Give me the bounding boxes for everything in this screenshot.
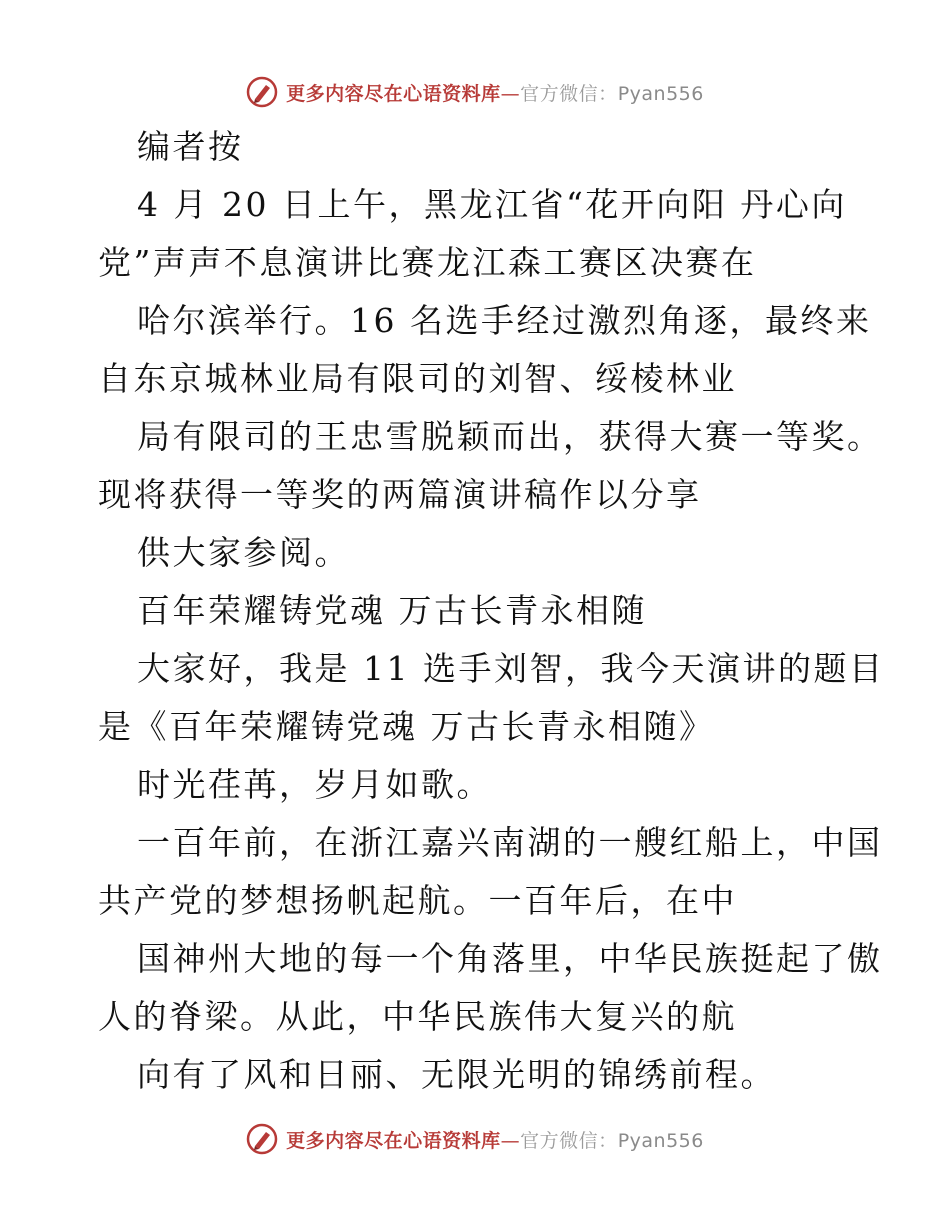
paragraph-line: 供大家参阅。 (137, 533, 350, 572)
paragraph-line: 局有限司的王忠雪脱颖而出，获得大赛一等奖。 (137, 417, 883, 456)
paragraph-line: 自东京城林业局有限司的刘智、绥棱林业 (98, 359, 737, 398)
watermark-dash: — (500, 1129, 521, 1152)
speech-title: 百年荣耀铸党魂 万古长青永相随 (137, 591, 647, 630)
paragraph-line: 4 月 20 日上午，黑龙江省“花开向阳 丹心向 (137, 185, 847, 224)
paragraph-line: 向有了风和日丽、无限光明的锦绣前程。 (137, 1055, 776, 1094)
watermark-site: 更多内容尽在心语资料库 (286, 82, 501, 105)
watermark-handle: Pyan556 (617, 82, 704, 105)
watermark-text (286, 1126, 704, 1153)
watermark-official: 官方微信： (520, 1129, 618, 1152)
paragraph-line: 是《百年荣耀铸党魂 万古长青永相随》 (98, 707, 715, 746)
header-watermark (0, 72, 950, 112)
paragraph-line: 党”声声不息演讲比赛龙江森工赛区决赛在 (98, 243, 757, 282)
watermark-site: 更多内容尽在心语资料库 (286, 1129, 501, 1152)
paragraph-line: 一百年前，在浙江嘉兴南湖的一艘红船上，中国 (137, 823, 883, 862)
footer-watermark (0, 1119, 950, 1159)
watermark-text (286, 79, 704, 106)
brand-logo-icon (246, 76, 278, 108)
paragraph-line: 国神州大地的每一个角落里，中华民族挺起了傲 (137, 939, 883, 978)
paragraph-line: 哈尔滨举行。16 名选手经过激烈角逐，最终来 (137, 301, 872, 340)
watermark-handle: Pyan556 (617, 1129, 704, 1152)
paragraph-line: 大家好，我是 11 选手刘智，我今天演讲的题目 (137, 649, 885, 688)
brand-logo-icon (246, 1123, 278, 1155)
paragraph-line: 时光荏苒，岁月如歌。 (137, 765, 492, 804)
paragraph-line: 人的脊梁。从此，中华民族伟大复兴的航 (98, 997, 737, 1036)
paragraph-line: 现将获得一等奖的两篇演讲稿作以分享 (98, 475, 702, 514)
editor-note-heading: 编者按 (137, 127, 244, 166)
watermark-official: 官方微信： (520, 82, 618, 105)
paragraph-line: 共产党的梦想扬帆起航。一百年后，在中 (98, 881, 737, 920)
watermark-dash: — (500, 82, 521, 105)
